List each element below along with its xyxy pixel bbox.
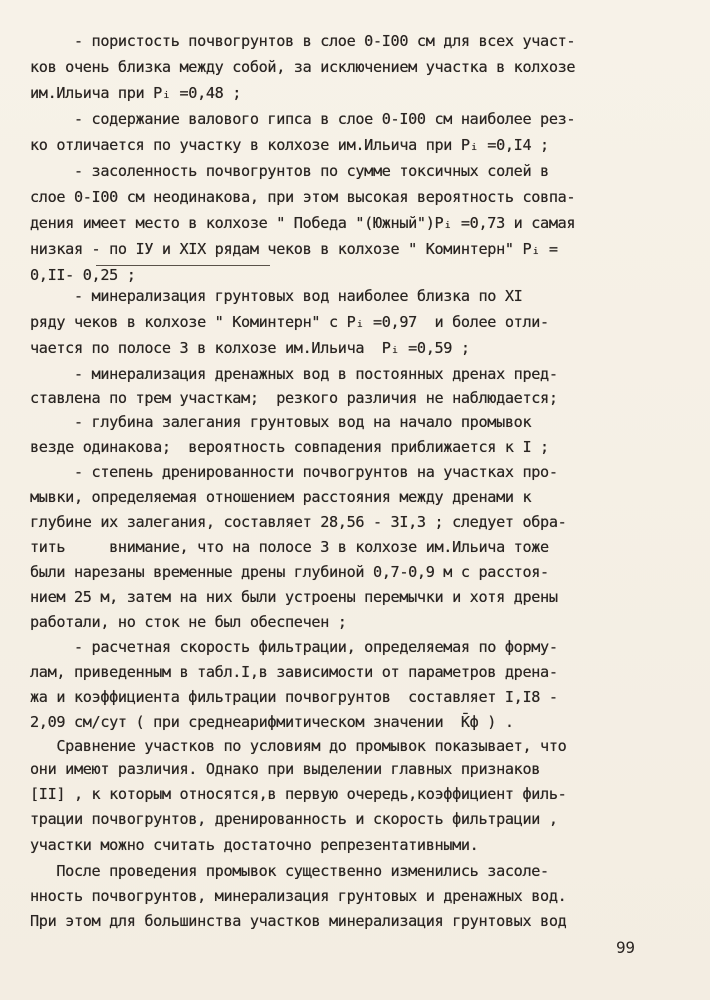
text-line: ставлена по трем участкам; резкого различия не наблюдается; [30, 389, 558, 407]
page-number: 99 [616, 938, 635, 957]
text-line: им.Ильича при Pᵢ =0,48 ; [30, 84, 242, 102]
text-line: - степень дренированности почвогрунтов на участках про- [30, 463, 558, 481]
text-line: трации почвогрунтов, дренированность и скорость фильтрации , [30, 810, 558, 828]
text-line: чается по полосе 3 в колхозе им.Ильича Pᵢ =0,59 ; [30, 339, 470, 357]
text-line: Сравнение участков по условиям до промывок показывает, что [30, 737, 567, 755]
text-line: ков очень близка между собой, за исключением участка в колхозе [30, 58, 576, 76]
text-line: тить внимание, что на полосе 3 в колхозе им.Ильича тоже [30, 538, 549, 556]
text-line: глубине их залегания, составляет 28,56 - 3I,3 ; следует обра- [30, 513, 567, 531]
text-line: ряду чеков в колхозе " Коминтерн" с Pᵢ =0,97 и более отли- [30, 313, 549, 331]
text-line: везде одинакова; вероятность совпадения приближается к I ; [30, 438, 549, 456]
text-line: были нарезаны временные дрены глубиной 0,7-0,9 м с расстоя- [30, 563, 549, 581]
text-line: они имеют различия. Однако при выделении главных признаков [30, 760, 541, 778]
text-line: мывки, определяемая отношением расстояния между дренами к [30, 488, 532, 506]
text-line: При этом для большинства участков минерализация грунтовых вод [30, 912, 567, 930]
text-line: - минерализация грунтовых вод наиболее близка по XI [30, 287, 523, 305]
text-line: слое 0-I00 см неодинакова, при этом высокая вероятность совпа- [30, 188, 576, 206]
text-line: 2,09 см/сут ( при среднеарифмитическом значении K̄ф ) . [30, 713, 514, 731]
separator-rule [96, 265, 270, 266]
text-line: 0,II- 0,25 ; [30, 266, 136, 284]
text-line: ко отличается по участку в колхозе им.Ильича при Pᵢ =0,I4 ; [30, 136, 549, 154]
text-line: нием 25 м, затем на них были устроены перемычки и хотя дрены [30, 588, 558, 606]
text-line: участки можно считать достаточно репрезентативными. [30, 836, 479, 854]
text-line: - пористость почвогрунтов в слое 0-I00 см для всех участ- [30, 32, 576, 50]
text-line: - минерализация дренажных вод в постоянных дренах пред- [30, 365, 558, 383]
text-line: - содержание валового гипса в слое 0-I00 см наиболее рез- [30, 110, 576, 128]
text-line: жа и коэффициента фильтрации почвогрунтов составляет I,I8 - [30, 688, 558, 706]
text-line: - засоленность почвогрунтов по сумме токсичных солей в [30, 162, 549, 180]
text-line: работали, но сток не был обеспечен ; [30, 613, 347, 631]
text-line: [II] , к которым относятся,в первую очередь,коэффициент филь- [30, 785, 567, 803]
text-line: После проведения промывок существенно изменились засоле- [30, 862, 549, 880]
text-line: - глубина залегания грунтовых вод на начало промывок [30, 413, 532, 431]
text-line: лам, приведенным в табл.I,в зависимости от параметров дрена- [30, 663, 558, 681]
text-line: низкая - по IУ и XIX рядам чеков в колхозе " Коминтерн" Pᵢ = [30, 240, 558, 258]
text-line: - расчетная скорость фильтрации, определяемая по форму- [30, 638, 558, 656]
text-line: дения имеет место в колхозе " Победа "(Южный")Pᵢ =0,73 и самая [30, 214, 576, 232]
text-line: нность почвогрунтов, минерализация грунтовых и дренажных вод. [30, 887, 567, 905]
